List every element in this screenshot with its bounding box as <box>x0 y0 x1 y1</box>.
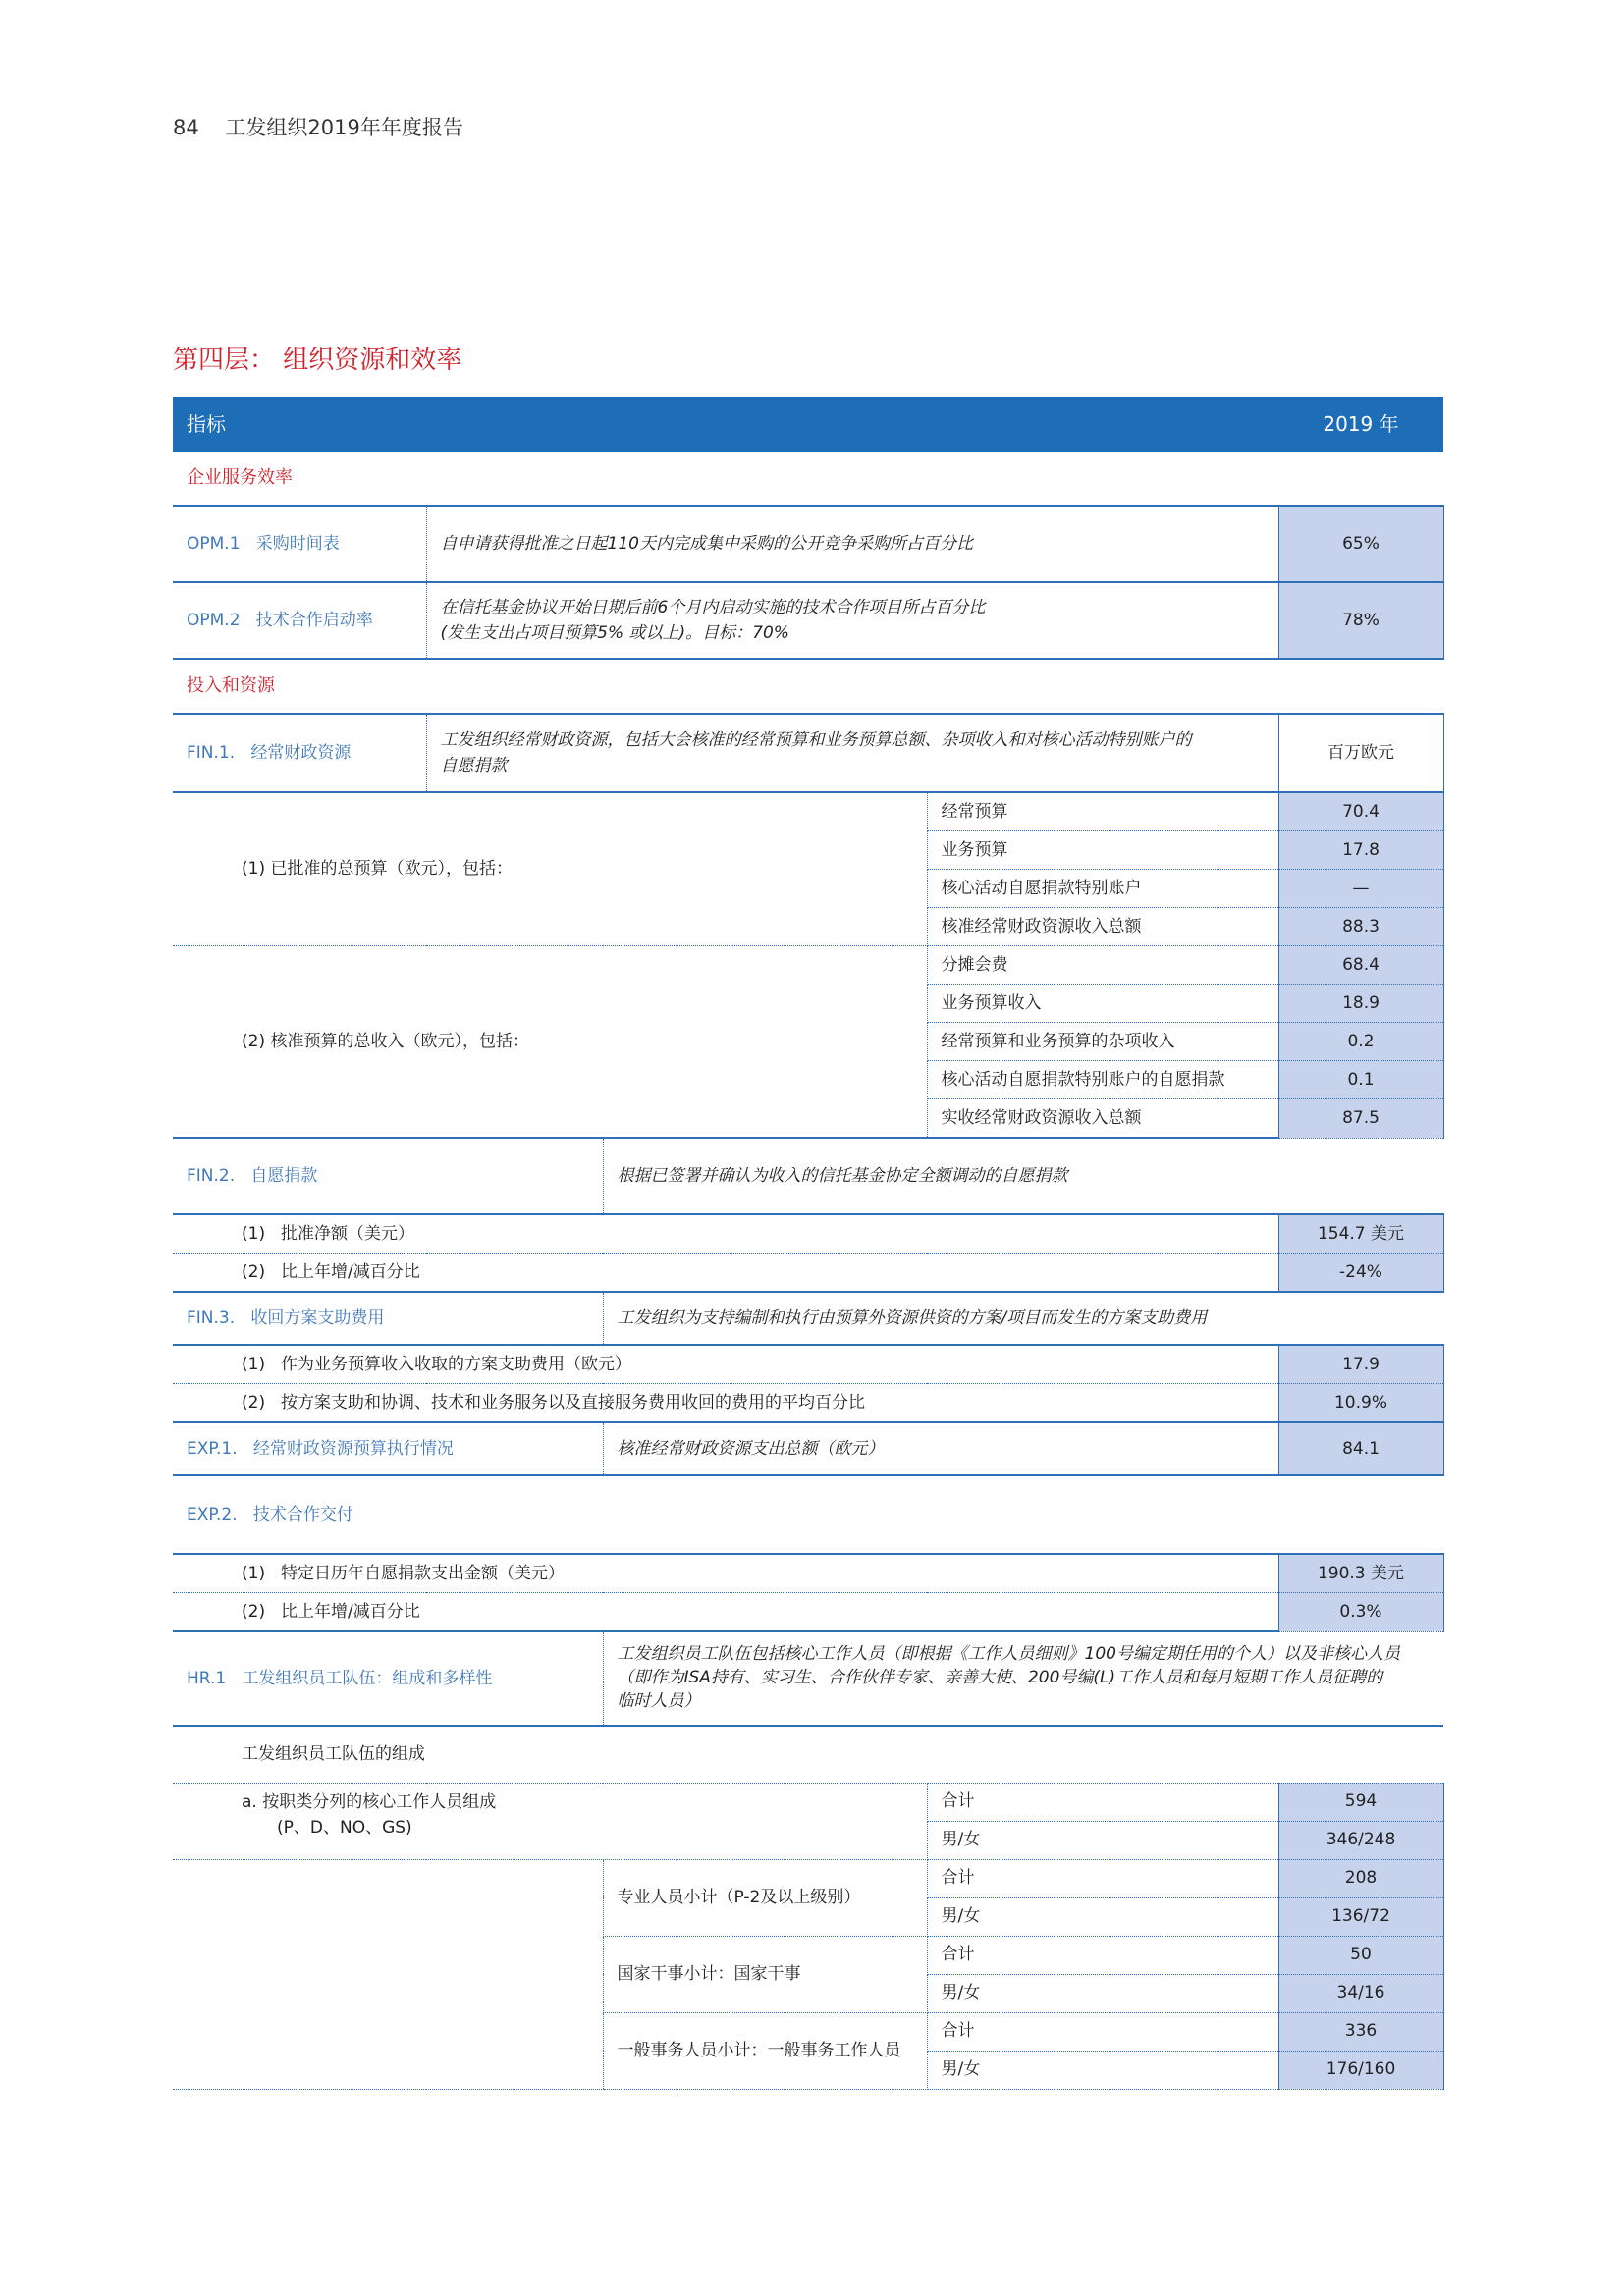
empty-cell <box>173 1859 603 2089</box>
indicator-value: 84.1 <box>1278 1422 1443 1475</box>
sub-value: 18.9 <box>1278 985 1443 1023</box>
indicator-row-exp1 <box>173 1422 1443 1475</box>
mf-label: 男/女 <box>927 1821 1278 1859</box>
mf-label: 男/女 <box>927 1897 1278 1936</box>
sub-label: (2) 比上年增/减百分比 <box>173 1593 1278 1632</box>
indicator-label: HR.1 工发组织员工队伍：组成和多样性 <box>173 1631 603 1726</box>
sub-value: 208 <box>1278 1859 1443 1897</box>
sub-row <box>173 1783 1443 1821</box>
sub-value: 34/16 <box>1278 1974 1443 2012</box>
sub-value: 594 <box>1278 1783 1443 1821</box>
indicator-label: FIN.1. 经常财政资源 <box>173 714 426 792</box>
indicator-row-hr1 <box>173 1631 1443 1726</box>
sub-row <box>173 1859 1443 1897</box>
sub-label: 核心活动自愿捐款特别账户的自愿捐款 <box>927 1061 1278 1099</box>
indicator-label: FIN.2. 自愿捐款 <box>173 1138 603 1214</box>
section-title: 第四层： 组织资源和效率 <box>173 346 462 375</box>
running-header <box>173 112 463 141</box>
sub-value: — <box>1278 870 1443 908</box>
indicator-description: 自申请获得批准之日起110天内完成集中采购的公开竞争采购所占百分比 <box>426 506 1278 582</box>
sub-label: 实收经常财政资源收入总额 <box>927 1099 1278 1139</box>
sub-row <box>173 1345 1443 1384</box>
sub-value: 0.2 <box>1278 1023 1443 1061</box>
indicator-row-opm2 <box>173 582 1443 659</box>
sub-value: 17.8 <box>1278 831 1443 870</box>
sub-label: (1) 批准净额（美元） <box>173 1214 1278 1254</box>
indicator-description: 工发组织经常财政资源，包括大会核准的经常预算和业务预算总额、杂项收入和对核心活动特别账户的 自愿捐款 <box>426 714 1278 792</box>
group-corporate-efficiency: 企业服务效率 <box>187 467 293 489</box>
sub-label: (2) 比上年增/减百分比 <box>173 1254 1278 1293</box>
sub-value: 88.3 <box>1278 908 1443 946</box>
sub-value: 336 <box>1278 2012 1443 2051</box>
indicator-row-fin1 <box>173 714 1443 792</box>
sub-group-label: (2) 核准预算的总收入（欧元），包括： <box>173 946 927 1139</box>
composition-title-row <box>173 1726 1443 1783</box>
sub-value: 87.5 <box>1278 1099 1443 1139</box>
indicator-row-exp2 <box>173 1475 1443 1554</box>
sub-label: 经常预算 <box>927 792 1278 831</box>
header-year: 2019 年 <box>1278 397 1443 452</box>
group-inputs-resources: 投入和资源 <box>187 675 275 697</box>
group-row <box>173 452 1443 506</box>
sub-value: -24% <box>1278 1254 1443 1293</box>
indicator-description: 核准经常财政资源支出总额（欧元） <box>603 1422 1278 1475</box>
indicator-row-fin2 <box>173 1138 1443 1214</box>
indicator-table <box>173 397 1444 2090</box>
total-label: 合计 <box>927 1936 1278 1974</box>
sub-group-label: (1) 已批准的总预算（欧元），包括： <box>173 792 927 946</box>
sub-value: 70.4 <box>1278 792 1443 831</box>
sub-value: 176/160 <box>1278 2051 1443 2089</box>
total-label: 合计 <box>927 1859 1278 1897</box>
group-row <box>173 659 1443 714</box>
sub-label: 核准经常财政资源收入总额 <box>927 908 1278 946</box>
indicator-description: 工发组织员工队伍包括核心工作人员（即根据《工作人员细则》100号编定期任用的个人）以及非核心人员 （即作为ISA持有、实习生、合作伙伴专家、亲善大使、200号编(L)工作人员和每月短期工作人员征聘的 临时人员） <box>603 1631 1443 1726</box>
table-header-row <box>173 397 1443 452</box>
indicator-label: OPM.1 采购时间表 <box>173 506 426 582</box>
header-indicator: 指标 <box>173 397 1278 452</box>
sub-row <box>173 1554 1443 1593</box>
sub-row <box>173 1384 1443 1423</box>
total-label: 合计 <box>927 1783 1278 1821</box>
category-label: a. 按职类分列的核心工作人员组成 (P、D、NO、GS) <box>173 1783 927 1859</box>
indicator-description: 工发组织为支持编制和执行由预算外资源供资的方案/项目而发生的方案支助费用 <box>603 1292 1443 1345</box>
sub-label: 经常预算和业务预算的杂项收入 <box>927 1023 1278 1061</box>
sub-row <box>173 946 1443 985</box>
sub-row <box>173 1593 1443 1632</box>
sub-label: 核心活动自愿捐款特别账户 <box>927 870 1278 908</box>
sub-label: 业务预算 <box>927 831 1278 870</box>
mf-label: 男/女 <box>927 2051 1278 2089</box>
sub-value: 17.9 <box>1278 1345 1443 1384</box>
indicator-label: FIN.3. 收回方案支助费用 <box>173 1292 603 1345</box>
group-label: 专业人员小计（P-2及以上级别） <box>603 1859 927 1936</box>
indicator-description: 根据已签署并确认为收入的信托基金协定全额调动的自愿捐款 <box>617 1165 1068 1186</box>
sub-value: 0.1 <box>1278 1061 1443 1099</box>
indicator-value: 78% <box>1278 582 1443 659</box>
sub-label: (1) 特定日历年自愿捐款支出金额（美元） <box>173 1554 1278 1593</box>
group-label: 一般事务人员小计：一般事务工作人员 <box>603 2012 927 2089</box>
composition-title: 工发组织员工队伍的组成 <box>173 1726 1443 1783</box>
sub-value: 154.7 美元 <box>1278 1214 1443 1254</box>
sub-value: 68.4 <box>1278 946 1443 985</box>
unit-label: 百万欧元 <box>1278 714 1443 792</box>
sub-label: 分摊会费 <box>927 946 1278 985</box>
sub-value: 10.9% <box>1278 1384 1443 1423</box>
total-label: 合计 <box>927 2012 1278 2051</box>
mf-label: 男/女 <box>927 1974 1278 2012</box>
sub-row <box>173 792 1443 831</box>
indicator-description: 在信托基金协议开始日期后前6个月内启动实施的技术合作项目所占百分比 (发生支出占项目预算5% 或以上)。目标：70% <box>426 582 1278 659</box>
sub-value: 136/72 <box>1278 1897 1443 1936</box>
running-title: 工发组织2019年年度报告 <box>225 116 463 139</box>
sub-value: 346/248 <box>1278 1821 1443 1859</box>
sub-label: (2) 按方案支助和协调、技术和业务服务以及直接服务费用收回的费用的平均百分比 <box>173 1384 1278 1423</box>
indicator-label: OPM.2 技术合作启动率 <box>173 582 426 659</box>
sub-label: (1) 作为业务预算收入收取的方案支助费用（欧元） <box>173 1345 1278 1384</box>
indicator-row-fin3 <box>173 1292 1443 1345</box>
indicator-label: EXP.1. 经常财政资源预算执行情况 <box>173 1422 603 1475</box>
page-number: 84 <box>173 116 199 139</box>
sub-value: 0.3% <box>1278 1593 1443 1632</box>
group-label: 国家干事小计：国家干事 <box>603 1936 927 2012</box>
sub-row <box>173 1254 1443 1293</box>
sub-value: 50 <box>1278 1936 1443 1974</box>
sub-row <box>173 1214 1443 1254</box>
indicator-label: EXP.2. 技术合作交付 <box>173 1475 1443 1554</box>
sub-value: 190.3 美元 <box>1278 1554 1443 1593</box>
indicator-value: 65% <box>1278 506 1443 582</box>
sub-label: 业务预算收入 <box>927 985 1278 1023</box>
indicator-row-opm1 <box>173 506 1443 582</box>
